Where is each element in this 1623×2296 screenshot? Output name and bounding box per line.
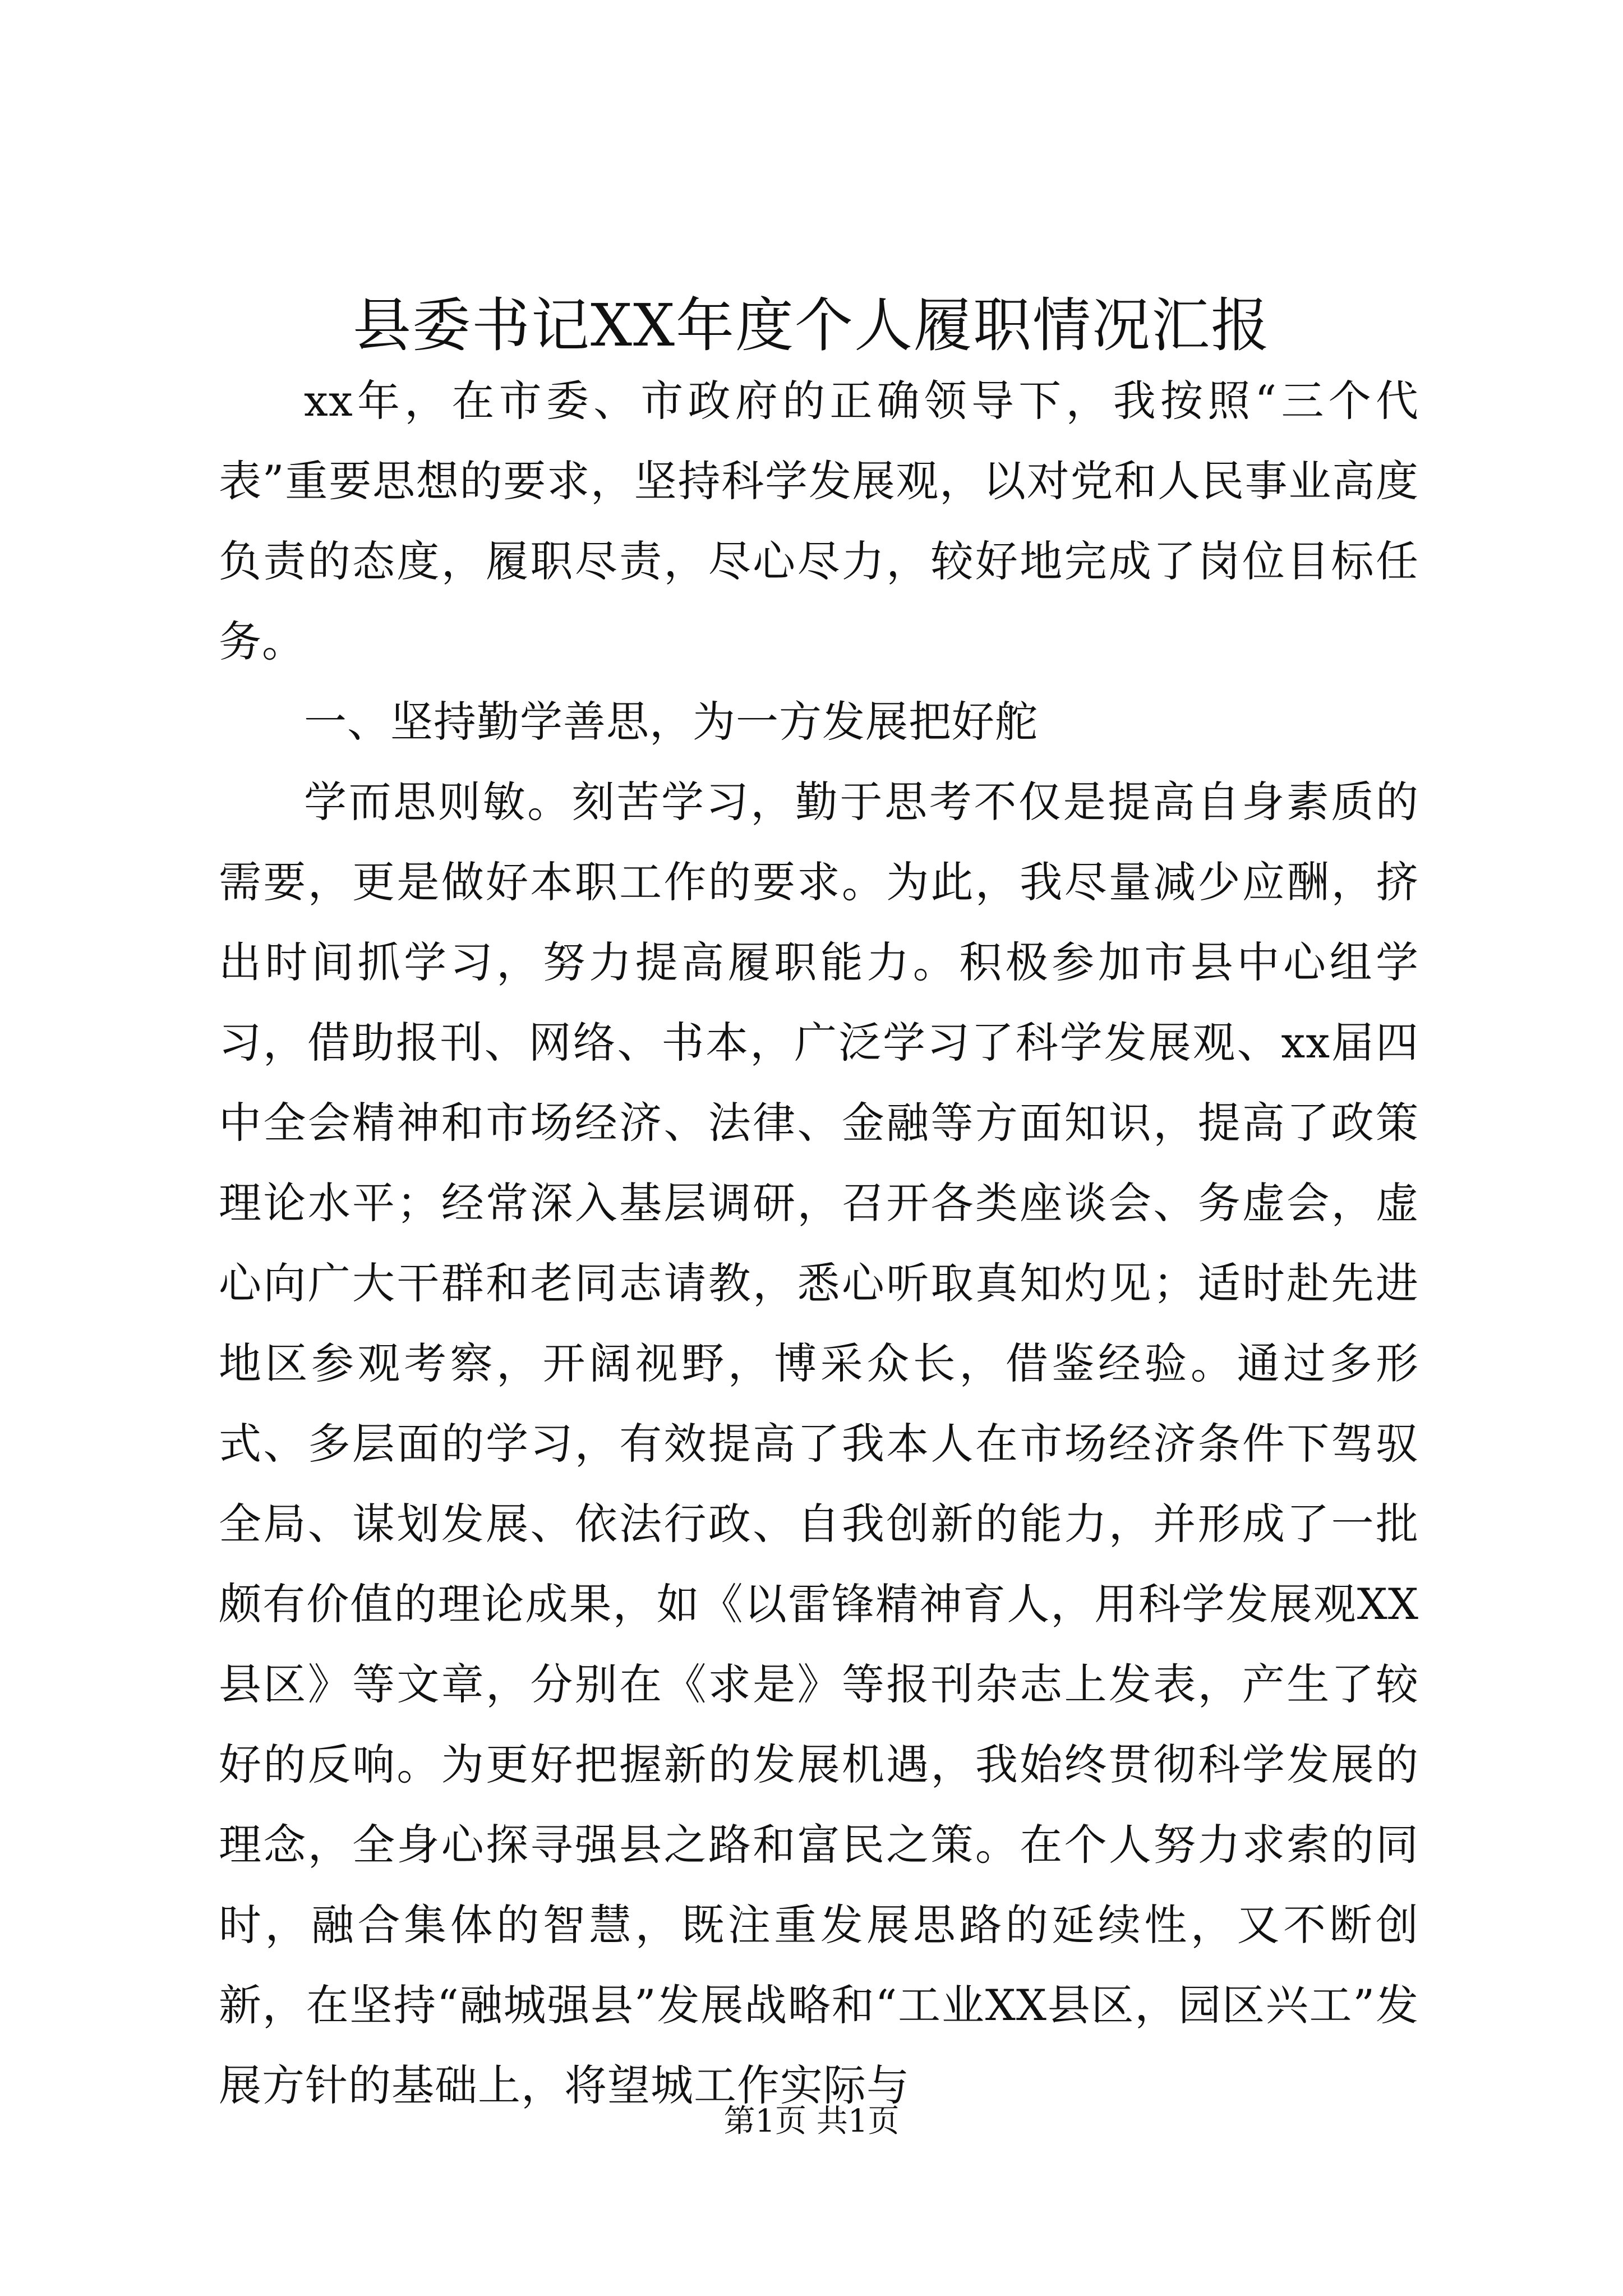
document-title: 县委书记XX年度个人履职情况汇报	[352, 291, 1271, 360]
page-footer: 第1页 共1页	[723, 2103, 900, 2139]
document-body	[219, 361, 1419, 2125]
section-heading-1: 一、坚持勤学善思，为一方发展把好舵	[304, 697, 1038, 747]
paragraph-study: 学而思则敏。刻苦学习，勤于思考不仅是提高自身素质的需要，更是做好本职工作的要求。为此，我尽量减少应酬，挤出时间抓学习，努力提高履职能力。积极参加市县中心组学习，借助报刊、网络、书本，广泛学习了科学发展观、xx届四中全会精神和市场经济、法律、金融等方面知识，提高了政策理论水平；经常深入基层调研，召开各类座谈会、务虚会，虚心向广大干群和老同志请教，悉心听取真知灼见；适时赴先进地区参观考察，开阔视野，博采众长，借鉴经验。通过多形式、多层面的学习，有效提高了我本人在市场经济条件下驾驭全局、谋划发展、依法行政、自我创新的能力，并形成了一批颇有价值的理论成果，如《以雷锋精神育人，用科学发展观XX县区》等文章，分别在《求是》等报刊杂志上发表，产生了较好的反响。为更好把握新的发展机遇，我始终贯彻科学发展的理念，全身心探寻强县之路和富民之策。在个人努力求索的同时，融合集体的智慧，既注重发展思路的延续性，又不断创新，在坚持“融城强县”发展战略和“工业XX县区，园区兴工”发展方针的基础上，将望城工作实际与	[219, 777, 1419, 2110]
paragraph-intro: xx年，在市委、市政府的正确领导下，我按照“三个代表”重要思想的要求，坚持科学发展观，以对党和人民事业高度负责的态度，履职尽责，尽心尽力，较好地完成了岗位目标任务。	[219, 376, 1419, 666]
